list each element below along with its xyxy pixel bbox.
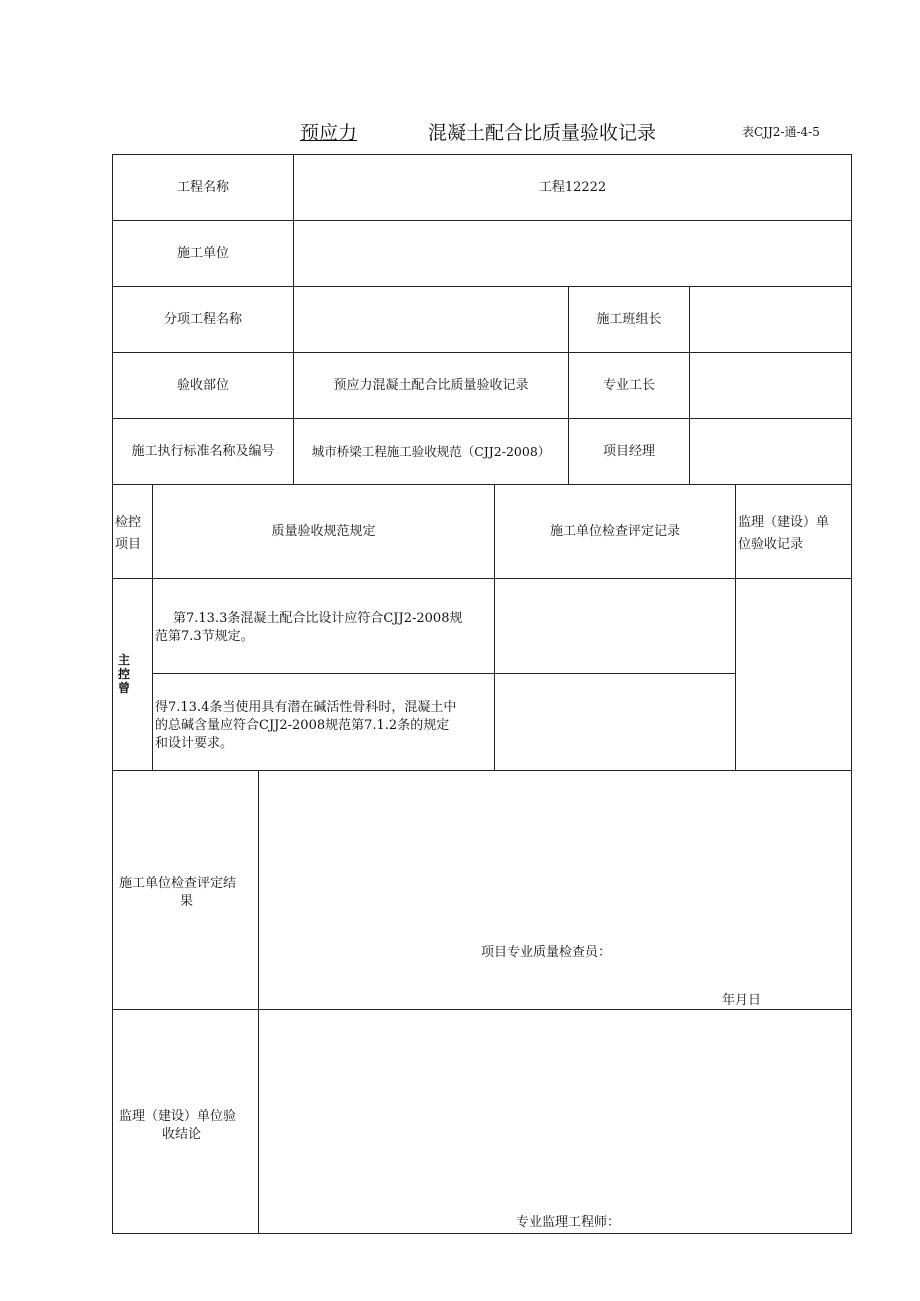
check-item-1-line1: 第7.13.3条混凝土配合比设计应符合CJJ2-2008规 bbox=[173, 611, 463, 626]
supervision-record-header-line1: 监理（建设）单 bbox=[738, 515, 830, 530]
spec-header-cell bbox=[152, 484, 495, 579]
contractor-result-cell[interactable] bbox=[258, 770, 852, 1010]
supervising-engineer-label: 专业监理工程师： bbox=[516, 1215, 621, 1230]
check-item-2-contractor-record[interactable] bbox=[494, 673, 736, 771]
inspection-part-label-cell bbox=[112, 352, 294, 419]
standard-label: 施工执行标准名称及编号 bbox=[131, 443, 275, 459]
standard-value: 城市桥梁工程施工验收规范（CJJ2-2008） bbox=[311, 443, 551, 459]
check-item-2-line1: 得7.13.4条当使用具有潜在碱活性骨科时，混凝土中 bbox=[155, 700, 457, 715]
inspection-form-table bbox=[112, 154, 852, 1234]
project-name-label-cell bbox=[112, 154, 294, 221]
supervision-record-header-cell bbox=[735, 484, 852, 579]
form-title-row bbox=[0, 118, 920, 148]
standard-value-cell[interactable] bbox=[293, 418, 569, 485]
inspection-part-value-cell[interactable] bbox=[293, 352, 569, 419]
team-leader-value-cell[interactable] bbox=[689, 286, 852, 353]
foreman-label: 专业工长 bbox=[602, 377, 655, 393]
contractor-record-header: 施工单位检查评定记录 bbox=[549, 523, 680, 539]
form-code: 表CJJ2-通-4-5 bbox=[742, 125, 820, 139]
contractor-result-label-line2: 果 bbox=[180, 894, 194, 909]
check-item-header-line1: 检控 bbox=[115, 515, 142, 530]
check-item-row bbox=[152, 578, 495, 674]
contractor-result-label-line1: 施工单位检查评定结 bbox=[119, 876, 237, 891]
construction-unit-value-cell[interactable] bbox=[293, 220, 852, 287]
project-name-label: 工程名称 bbox=[176, 179, 229, 195]
supervision-conclusion-label-line1: 监理（建设）单位验 bbox=[119, 1109, 237, 1124]
form-title: 混凝土配合比质量验收记录 bbox=[428, 122, 657, 144]
main-control-label-cell bbox=[112, 578, 153, 771]
check-item-2-line2: 的总碱含量应符合CJJ2-2008规范第7.1.2条的规定 bbox=[155, 718, 450, 733]
quality-inspector-label: 项目专业质量检查员： bbox=[481, 945, 612, 960]
check-item-1-line2: 范第7.3节规定。 bbox=[155, 629, 254, 644]
construction-unit-label: 施工单位 bbox=[176, 245, 229, 261]
project-name-value-cell[interactable] bbox=[293, 154, 852, 221]
check-item-2-line3: 和设计要求。 bbox=[155, 736, 234, 751]
project-name-value: 工程12222 bbox=[538, 179, 607, 195]
supervision-conclusion-cell[interactable] bbox=[258, 1009, 852, 1234]
check-item-header-line2: 项目 bbox=[115, 537, 142, 552]
subitem-name-value-cell[interactable] bbox=[293, 286, 569, 353]
check-item-header-cell bbox=[112, 484, 153, 579]
foreman-label-cell bbox=[568, 352, 690, 419]
team-leader-label-cell bbox=[568, 286, 690, 353]
pm-label: 项目经理 bbox=[602, 443, 655, 459]
check-item-1-contractor-record[interactable] bbox=[494, 578, 736, 674]
spec-header: 质量验收规范规定 bbox=[271, 523, 376, 539]
inspection-part-value: 预应力混凝土配合比质量验收记录 bbox=[333, 377, 529, 393]
foreman-value-cell[interactable] bbox=[689, 352, 852, 419]
main-control-char-2: 控 bbox=[118, 667, 131, 681]
main-control-char-1: 主 bbox=[118, 653, 131, 667]
check-item-row bbox=[152, 673, 495, 771]
form-title-prefix: 预应力 bbox=[300, 122, 358, 144]
contractor-record-header-cell bbox=[494, 484, 736, 579]
standard-label-cell bbox=[112, 418, 294, 485]
supervision-record-cell[interactable] bbox=[735, 578, 852, 771]
pm-value-cell[interactable] bbox=[689, 418, 852, 485]
team-leader-label: 施工班组长 bbox=[596, 311, 662, 327]
subitem-name-label-cell bbox=[112, 286, 294, 353]
supervision-record-header-line2: 位验收记录 bbox=[738, 537, 804, 552]
supervision-conclusion-label-line2: 收结论 bbox=[162, 1127, 202, 1142]
construction-unit-label-cell bbox=[112, 220, 294, 287]
subitem-name-label: 分项工程名称 bbox=[163, 311, 242, 327]
inspection-part-label: 验收部位 bbox=[176, 377, 229, 393]
supervision-conclusion-label-cell bbox=[112, 1009, 259, 1234]
result-date-label: 年月日 bbox=[722, 993, 762, 1008]
contractor-result-label-cell bbox=[112, 770, 259, 1010]
pm-label-cell bbox=[568, 418, 690, 485]
main-control-char-3: 曾 bbox=[118, 681, 131, 695]
